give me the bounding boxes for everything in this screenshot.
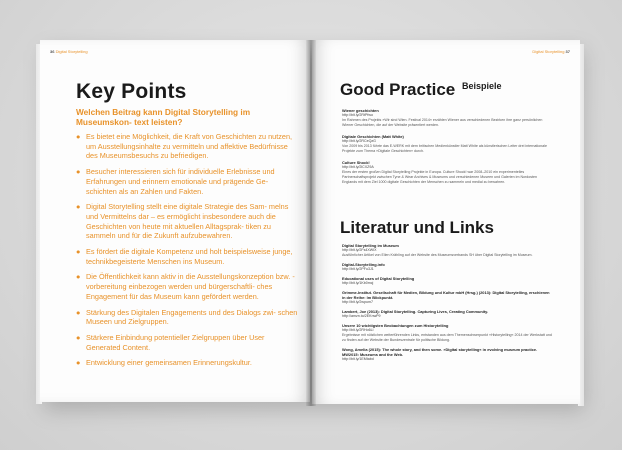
running-header-left — [50, 49, 88, 54]
entry-title: Digital Storytelling im Museum — [342, 243, 399, 248]
list-item — [76, 358, 300, 368]
good-practice-heading: Good Practice — [340, 80, 456, 99]
bullet-icon: ● — [76, 167, 81, 177]
literature-title: Literatur und Links — [340, 218, 494, 237]
list-item-text: Besucher interessieren sich für individuelle Erlebnisse und Erfahrungen und erinnern emotionale und prägende Ge- schichten als an Zahlen und Fakten. — [86, 167, 275, 196]
left-page — [40, 40, 310, 402]
list-item — [76, 167, 300, 196]
entry-title: Wong, Amelia (2015): The whole story, and then some. »Digital storytelling« in evolving museum practice. MW2015: Museums and the Web. — [342, 347, 538, 357]
entry-description: Eines der ersten großen Digital Storytelling Projekte in Europa. Culture Shock! war 2008–2010 ein experimentelles Partnerschaftsprojekt zwischen Tyne & Wear Archives & Museums und verschiedenen Museen und Galerien im Nordosten Englands mit dem Ziel 1000 digitale Geschichten der Menschen zu sammeln und medial zu bewahren. — [342, 170, 538, 184]
good-practice-title — [340, 80, 502, 100]
entry-link[interactable]: http://amzn.to/2EKnwP9 — [342, 314, 381, 318]
entry-description: Ergebnisse mit nützlichen weiterführenden Links, entstanden aus dem Themenschwerpunkt »Historytelling« 2014 der Werkstatt und zu finden auf der Website der Bundeszentrale für politische Bildung. — [342, 333, 552, 342]
list-item — [342, 323, 554, 343]
good-practice-list — [342, 108, 552, 191]
running-header-right — [532, 49, 570, 54]
list-item — [76, 202, 300, 241]
bullet-icon: ● — [76, 247, 81, 257]
entry-link[interactable]: http://bit.ly/2wpum7 — [342, 300, 373, 304]
entry-description: Von 2009 bis 2013 führte das E-WERK mit dem britischen Medienkünstler Matt White als künstlerischen Leiter drei internationale Projekte zum Thema »Digitale Geschichten« durch. — [342, 144, 547, 153]
running-title-left: Digital Storytelling — [55, 49, 88, 54]
list-item — [342, 309, 554, 319]
entry-description: Im Rahmen des Projekts »Wir sind Wien. Festival 2014« erzählen Wiener aus verschiedenen Bezirken ihre ganz persönlichen Wiener Geschichten, die auf der Website präsentiert werden. — [342, 118, 543, 127]
entry-link[interactable]: http://bit.ly/2Fs4XWIX — [342, 248, 377, 252]
list-item — [76, 333, 300, 352]
bullet-icon: ● — [76, 202, 81, 212]
entry-description: Ausführlicher Artikel von Ellen Krähling auf der Website des Museumsverbands SH über Digital Storytelling im Museum. — [342, 253, 533, 257]
list-item — [76, 132, 300, 161]
list-item — [342, 262, 554, 272]
page-number-left: 36 — [50, 49, 55, 54]
literature-list — [342, 243, 554, 366]
entry-title: Unsere 10 wichtigsten Beobachtungen zum Historytelling — [342, 323, 449, 328]
list-item — [342, 276, 554, 286]
list-item — [342, 243, 554, 258]
list-item — [76, 272, 300, 301]
bullet-icon: ● — [76, 358, 81, 368]
entry-link[interactable]: http://bit.ly/1Kb0mcj — [342, 281, 374, 285]
right-page — [312, 40, 580, 404]
key-points-title: Key Points — [76, 80, 187, 103]
running-title-right: Digital Storytelling — [532, 49, 565, 54]
entry-link[interactable]: http://bit.ly/2RHo6Ll — [342, 328, 374, 332]
key-points-list — [76, 132, 300, 374]
bullet-icon: ● — [76, 332, 81, 342]
entry-title: Educational uses of Digital Storytelling — [342, 276, 415, 281]
key-points-question: Welchen Beitrag kann Digital Storytelling im Museumskon- text leisten? — [76, 107, 251, 127]
list-item — [342, 134, 552, 154]
entry-title: Lambert, Joe (2013): Digital Storytelling. Capturing Lives, Creating Community. — [342, 309, 489, 314]
page-number-right: 37 — [565, 49, 570, 54]
bullet-icon: ● — [76, 272, 81, 282]
entry-link[interactable]: http://bit.ly/2RCeQzG — [342, 139, 376, 143]
list-item-text: Digital Storytelling stellt eine digitale Strategie des Sam- melns und Vermittelns dar – es ermöglicht insbesondere auch die Geschichten von heute mit aktuellen Alltagsprak- tiken zu sammeln und für die Zukunft aufzubewahren. — [86, 202, 289, 241]
bullet-icon: ● — [76, 132, 81, 141]
list-item — [342, 290, 554, 305]
entry-link[interactable]: http://bit.ly/2lCXZ9A — [342, 165, 374, 169]
entry-link[interactable]: http://bit.ly/2RtPfwo — [342, 113, 373, 117]
list-item-text: Entwicklung einer gemeinsamen Erinnerungskultur. — [86, 358, 252, 368]
entry-title: Digitale Geschichten (Matt White) — [342, 134, 404, 139]
list-item-text: Es bietet eine Möglichkeit, die Kraft von Geschichten zu nutzen, um Ausstellungsinhalte zu vermitteln und affektive Bedürfnisse des Museumsbesuchs zu befriedigen. — [86, 132, 293, 161]
bullet-icon: ● — [76, 307, 81, 317]
list-item — [342, 160, 552, 185]
list-item-text: Stärkere Einbindung potentieller Zielgruppen über User Generated Content. — [86, 332, 265, 352]
list-item-text: Es fördert die digitale Kompetenz und holt beispielsweise junge, technikbegeisterte Menschen ins Museum. — [86, 247, 293, 266]
entry-title: Culture Shock! — [342, 160, 370, 165]
list-item — [342, 347, 554, 362]
list-item — [342, 108, 552, 128]
book-gutter — [306, 40, 316, 406]
list-item — [76, 247, 300, 266]
list-item-text: Die Öffentlichkeit kann aktiv in die Ausstellungskonzeption bzw. -vorbereitung einbezogen werden und bürgerschaftli- ches Engagement für das Museum kann gefördert werden. — [86, 272, 295, 301]
entry-title: Digital-Storytelling.info — [342, 262, 385, 267]
list-item-text: Stärkung des Digitalen Engagements und des Dialogs zwi- schen Museen und Zielgruppen. — [86, 307, 298, 327]
entry-title: Wiener geschichten — [342, 108, 379, 113]
good-practice-subheading: Beispiele — [462, 81, 502, 91]
list-item — [76, 308, 300, 327]
entry-link[interactable]: http://bit.ly/1EMtabd — [342, 357, 374, 361]
entry-title: Grimme-Institut. Gesellschaft für Medien, Bildung und Kultur mbH (Hrsg.) (2013): Digital Storytelling, erschienen in der Reihe: Im Blickpunkt. — [342, 290, 550, 300]
entry-link[interactable]: http://bit.ly/2PFu3J1 — [342, 267, 374, 271]
